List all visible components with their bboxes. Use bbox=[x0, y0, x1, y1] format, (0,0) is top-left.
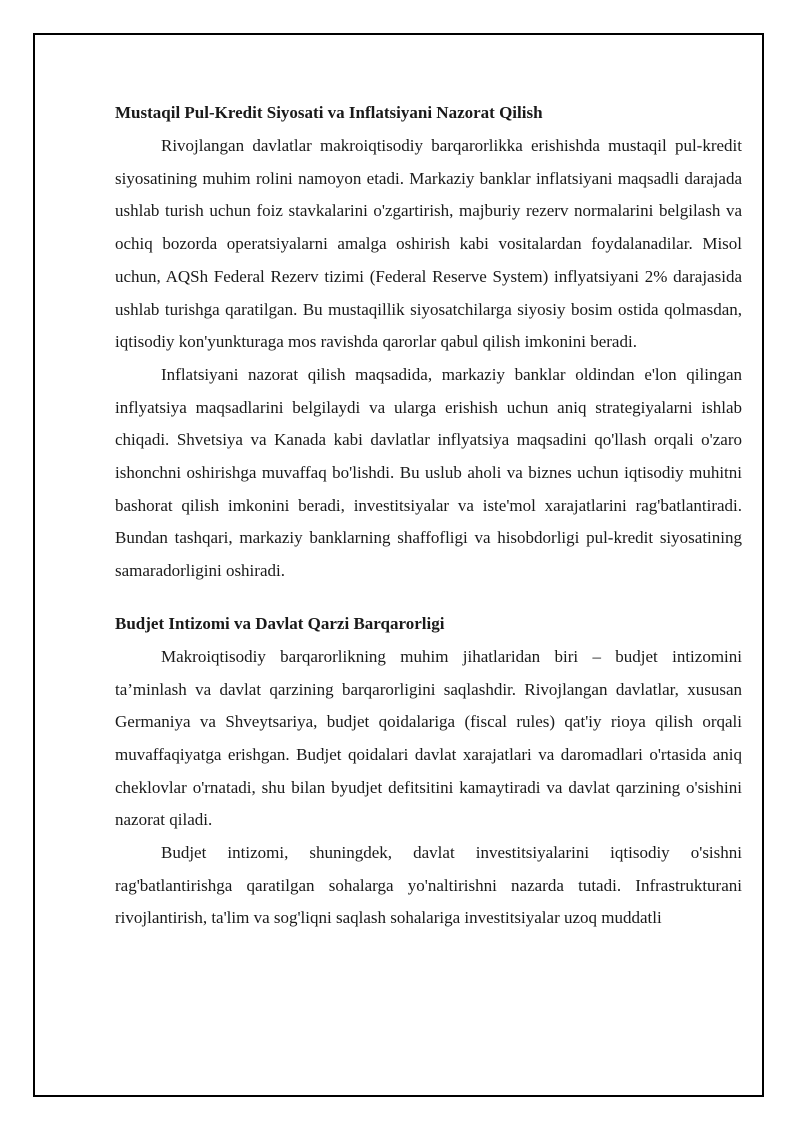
paragraph-monetary-independence: Rivojlangan davlatlar makroiqtisodiy barqarorlikka erishishda mustaqil pul-kredit siyosatining muhim rolini namoyon etadi. Markaziy banklar inflatsiyani maqsadli darajada ushlab turish uchun foiz stavkalarini o'zgartirish, majburiy rezerv normalarini belgilash va ochiq bozorda operatsiyalarni amalga oshirish kabi vositalardan foydalanadilar. Misol uchun, AQSh Federal Rezerv tizimi (Federal Reserve System) inflyatsiyani 2% darajasida ushlab turishga qaratilgan. Bu mustaqillik siyosatchilarga siyosiy bosim ostida qolmasdan, iqtisodiy kon'yunkturaga mos ravishda qarorlar qabul qilish imkonini beradi. bbox=[115, 136, 742, 352]
paragraph-budget-rules: Makroiqtisodiy barqarorlikning muhim jihatlaridan biri – budjet intizomini ta’minlash va davlat qarzining barqarorligini saqlashdir. Rivojlangan davlatlar, xususan Germaniya va Shveytsariya, budjet qoidalariga (fiscal rules) qat'iy rioya qilish orqali muvaffaqiyatga erishgan. Budjet qoidalari davlat xarajatlari va daromadlari o'rtasida aniq cheklovlar o'rnatadi, shu bilan byudjet defitsitini kamaytiradi va davlat qarzining o'sishini nazorat qiladi. bbox=[115, 646, 742, 830]
section-heading-monetary-policy: Mustaqil Pul-Kredit Siyosati va Inflatsiyani Nazorat Qilish bbox=[115, 103, 543, 122]
document-body bbox=[115, 96, 742, 935]
paragraph-public-investment: Budjet intizomi, shuningdek, davlat investitsiyalarini iqtisodiy o'sishni rag'batlantirishga qaratilgan sohalarga yo'naltirishni nazarda tutadi. Infrastrukturani rivojlantirish, ta'lim va sog'liqni saqlash sohalariga investitsiyalar uzoq muddatli bbox=[115, 843, 742, 928]
section-heading-budget-discipline: Budjet Intizomi va Davlat Qarzi Barqarorligi bbox=[115, 613, 445, 633]
paragraph-inflation-targeting: Inflatsiyani nazorat qilish maqsadida, markaziy banklar oldindan e'lon qilingan inflyatsiya maqsadlarini belgilaydi va ularga erishish uchun aniq strategiyalarni ishlab chiqadi. Shvetsiya va Kanada kabi davlatlar inflyatsiya maqsadini qo'llash orqali o'zaro ishonchni oshirishga muvaffaq bo'lishdi. Bu uslub aholi va biznes uchun iqtisodiy muhitni bashorat qilish imkonini beradi, investitsiyalar va iste'mol xarajatlarini rag'batlantiradi. Bundan tashqari, markaziy banklarning shaffofligi va hisobdorligi pul-kredit siyosatining samaradorligini oshiradi. bbox=[115, 364, 742, 581]
